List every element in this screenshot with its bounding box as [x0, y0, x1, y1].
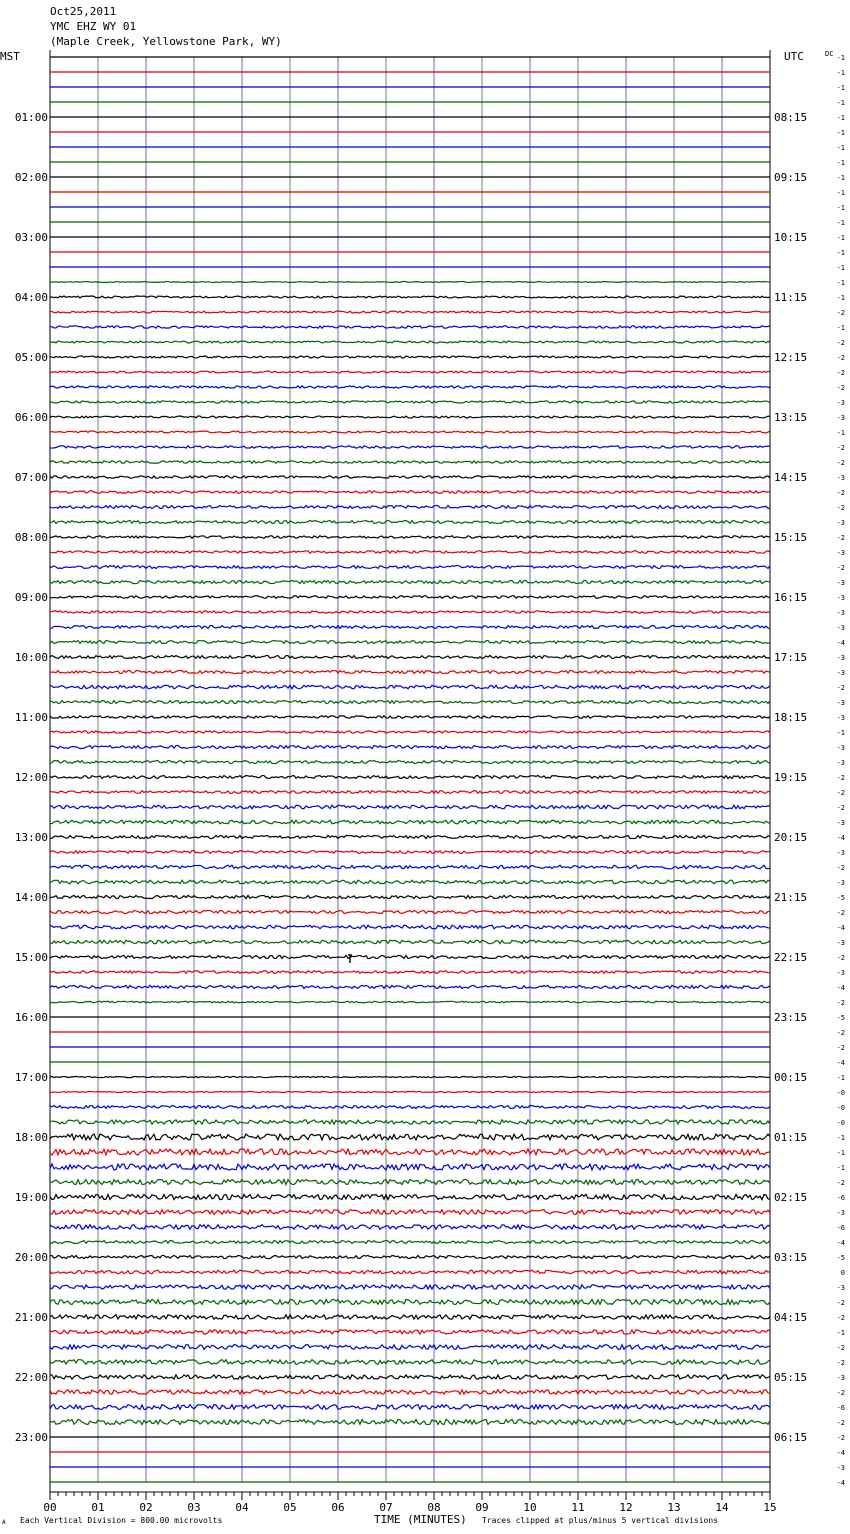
dc-offset-value: -3 — [836, 579, 845, 587]
seismic-trace — [50, 1299, 770, 1304]
corner-mark: A — [2, 1519, 6, 1526]
mst-time-labels — [15, 111, 48, 1444]
seismic-trace — [50, 835, 770, 838]
seismic-trace — [50, 1120, 770, 1124]
seismic-trace — [50, 401, 770, 403]
seismic-trace — [50, 446, 770, 448]
dc-offset-value: -2 — [836, 564, 845, 572]
utc-hour-label: 12:15 — [774, 351, 808, 364]
dc-offset-value: -3 — [836, 744, 845, 752]
header-date: Oct25,2011 — [50, 5, 117, 18]
dc-offset-value: -3 — [836, 1209, 845, 1217]
x-tick-label: 04 — [235, 1501, 249, 1514]
seismic-trace — [50, 596, 770, 599]
seismic-trace — [50, 341, 770, 343]
dc-offset-value: -5 — [836, 894, 845, 902]
dc-offset-value: -1 — [836, 294, 845, 302]
x-axis — [43, 1492, 776, 1514]
seismic-trace — [50, 551, 770, 554]
dc-offset-value: -4 — [836, 1059, 845, 1067]
dc-offset-value: -3 — [836, 414, 845, 422]
utc-hour-label: 17:15 — [774, 651, 808, 664]
seismic-trace — [50, 566, 770, 569]
x-tick-label: 14 — [715, 1501, 729, 1514]
x-tick-label: 07 — [379, 1501, 393, 1514]
dc-offset-value: -2 — [836, 444, 845, 452]
clip-note: Traces clipped at plus/minus 5 vertical divisions — [482, 1516, 719, 1525]
dc-offset-value: -2 — [836, 1359, 845, 1367]
dc-offset-value: -2 — [836, 459, 845, 467]
mst-hour-label: 02:00 — [14, 171, 48, 184]
utc-hour-label: 00:15 — [774, 1071, 808, 1084]
utc-hour-label: 03:15 — [774, 1251, 808, 1264]
mst-hour-label: 15:00 — [14, 951, 48, 964]
dc-offset-value: -3 — [836, 474, 845, 482]
seismic-trace — [50, 506, 770, 509]
utc-hour-label: 21:15 — [774, 891, 808, 904]
dc-offset-value: -0 — [836, 1119, 845, 1127]
seismic-trace — [50, 326, 770, 328]
dc-offset-value: -1 — [836, 249, 845, 257]
seismic-trace — [50, 476, 770, 478]
seismic-trace — [50, 1285, 770, 1289]
seismic-trace — [50, 940, 770, 944]
mst-hour-label: 03:00 — [14, 231, 48, 244]
seismic-trace — [50, 895, 770, 898]
seismic-trace — [50, 461, 770, 464]
dc-offset-value: -2 — [836, 339, 845, 347]
dc-offset-value: -2 — [836, 864, 845, 872]
dc-offset-value: -2 — [836, 1179, 845, 1187]
seismic-trace — [50, 925, 770, 929]
seismic-trace — [50, 1210, 770, 1215]
dc-offset-value: -3 — [836, 399, 845, 407]
seismic-trace — [50, 656, 770, 659]
x-tick-label: 06 — [331, 1501, 345, 1514]
mst-hour-label: 18:00 — [14, 1131, 48, 1144]
seismic-trace — [50, 1179, 770, 1184]
seismic-trace — [50, 1194, 770, 1199]
dc-offset-value: -3 — [836, 879, 845, 887]
dc-offset-value: -1 — [836, 204, 845, 212]
dc-offset-value: -6 — [836, 1224, 845, 1232]
seismic-trace — [50, 521, 770, 524]
seismic-trace — [50, 1270, 770, 1274]
mst-hour-label: 16:00 — [14, 1011, 48, 1024]
seismic-trace — [50, 971, 770, 974]
seismic-trace — [50, 416, 770, 418]
dc-offset-value: -1 — [836, 324, 845, 332]
seismic-traces — [50, 57, 770, 1482]
dc-offset-value: -2 — [836, 954, 845, 962]
mst-hour-label: 10:00 — [14, 651, 48, 664]
seismic-trace — [50, 356, 770, 358]
seismic-trace — [50, 296, 770, 298]
seismic-trace — [50, 865, 770, 869]
seismic-trace — [50, 745, 770, 748]
seismic-trace — [50, 761, 770, 764]
dc-offset-value: -1 — [836, 219, 845, 227]
x-tick-label: 01 — [91, 1501, 105, 1514]
x-tick-label: 15 — [763, 1501, 777, 1514]
dc-offset-value: -1 — [836, 99, 845, 107]
mst-hour-label: 23:00 — [14, 1431, 48, 1444]
dc-offset-value: -3 — [836, 1464, 845, 1472]
seismic-trace — [50, 820, 770, 824]
seismic-trace — [50, 1091, 770, 1092]
mst-hour-label: 20:00 — [14, 1251, 48, 1264]
dc-offset-value: -1 — [836, 174, 845, 182]
dc-offset-value: -1 — [836, 1164, 845, 1172]
dc-offset-value: -3 — [836, 819, 845, 827]
seismic-trace — [50, 1225, 770, 1230]
mst-hour-label: 14:00 — [14, 891, 48, 904]
dc-offset-value: -3 — [836, 549, 845, 557]
vertical-gridlines — [50, 50, 770, 1492]
dc-offset-value: -2 — [836, 909, 845, 917]
mst-hour-label: 06:00 — [14, 411, 48, 424]
x-tick-label: 13 — [667, 1501, 681, 1514]
mst-hour-label: 08:00 — [14, 531, 48, 544]
seismic-trace — [50, 626, 770, 629]
dc-offset-values — [837, 54, 845, 1487]
utc-hour-label: 16:15 — [774, 591, 808, 604]
seismic-trace — [50, 311, 770, 313]
utc-hour-label: 11:15 — [774, 291, 808, 304]
dc-offset-value: -1 — [836, 69, 845, 77]
seismic-trace — [50, 1134, 770, 1140]
dc-offset-value: -3 — [836, 654, 845, 662]
utc-hour-label: 22:15 — [774, 951, 808, 964]
mst-hour-label: 04:00 — [14, 291, 48, 304]
dc-offset-value: -1 — [836, 159, 845, 167]
x-tick-label: 05 — [283, 1501, 297, 1514]
mst-axis-label: MST — [0, 50, 20, 63]
dc-offset-value: -3 — [836, 714, 845, 722]
utc-hour-label: 15:15 — [774, 531, 808, 544]
dc-offset-value: -1 — [836, 84, 845, 92]
dc-offset-value: -3 — [836, 594, 845, 602]
header-location: (Maple Creek, Yellowstone Park, WY) — [50, 35, 282, 48]
seismic-trace — [50, 1001, 770, 1003]
mst-hour-label: 05:00 — [14, 351, 48, 364]
dc-offset-value: -2 — [836, 1044, 845, 1052]
dc-offset-value: -1 — [836, 429, 845, 437]
x-tick-label: 12 — [619, 1501, 633, 1514]
dc-offset-value: -2 — [836, 534, 845, 542]
dc-offset-value: -2 — [836, 369, 845, 377]
dc-offset-value: -4 — [836, 1239, 845, 1247]
x-tick-label: 09 — [475, 1501, 489, 1514]
mst-hour-label: 07:00 — [14, 471, 48, 484]
utc-hour-label: 19:15 — [774, 771, 808, 784]
dc-offset-value: -3 — [836, 699, 845, 707]
mst-hour-label: 01:00 — [14, 111, 48, 124]
seismic-trace — [50, 641, 770, 644]
seismic-trace — [50, 1255, 770, 1258]
dc-offset-value: -2 — [836, 804, 845, 812]
dc-offset-value: -1 — [836, 129, 845, 137]
dc-offset-value: -6 — [836, 1404, 845, 1412]
seismic-trace — [50, 1419, 770, 1424]
seismic-trace — [50, 386, 770, 388]
utc-hour-label: 23:15 — [774, 1011, 808, 1024]
dc-offset-value: -3 — [836, 849, 845, 857]
dc-offset-value: -4 — [836, 1449, 845, 1457]
seismic-trace — [50, 1360, 770, 1365]
dc-offset-value: -1 — [836, 114, 845, 122]
utc-time-labels — [774, 111, 807, 1444]
dc-offset-value: -1 — [836, 279, 845, 287]
dc-offset-value: -1 — [836, 54, 845, 62]
dc-offset-value: -3 — [836, 1374, 845, 1382]
dc-offset-value: -3 — [836, 624, 845, 632]
dc-offset-value: -0 — [836, 1089, 845, 1097]
utc-hour-label: 04:15 — [774, 1311, 808, 1324]
x-tick-label: 08 — [427, 1501, 441, 1514]
dc-offset-value: -1 — [836, 1074, 845, 1082]
mst-hour-label: 22:00 — [14, 1371, 48, 1384]
mst-hour-label: 21:00 — [14, 1311, 48, 1324]
seismic-trace — [50, 580, 770, 583]
seismic-trace — [50, 671, 770, 674]
dc-offset-value: -2 — [836, 999, 845, 1007]
seismic-trace — [50, 1315, 770, 1319]
seismic-trace — [50, 371, 770, 373]
x-tick-label: 03 — [187, 1501, 201, 1514]
mst-hour-label: 17:00 — [14, 1071, 48, 1084]
seismic-trace — [50, 611, 770, 613]
dc-offset-value: -2 — [836, 774, 845, 782]
mst-hour-label: 09:00 — [14, 591, 48, 604]
dc-offset-value: -1 — [836, 1149, 845, 1157]
seismic-trace — [50, 880, 770, 884]
utc-hour-label: 18:15 — [774, 711, 808, 724]
dc-offset-value: -3 — [836, 759, 845, 767]
dc-offset-value: -2 — [836, 1314, 845, 1322]
seismic-trace — [50, 685, 770, 689]
dc-offset-value: -3 — [836, 519, 845, 527]
dc-offset-value: -4 — [836, 834, 845, 842]
dc-offset-value: -3 — [836, 669, 845, 677]
dc-offset-value: -2 — [836, 1434, 845, 1442]
dc-offset-value: -3 — [836, 939, 845, 947]
mst-hour-label: 13:00 — [14, 831, 48, 844]
dc-offset-value: -2 — [836, 489, 845, 497]
dc-label: DC — [825, 50, 834, 58]
seismic-trace — [50, 776, 770, 779]
dc-offset-value: -5 — [836, 1014, 845, 1022]
dc-offset-value: -2 — [836, 1299, 845, 1307]
dc-offset-value: -1 — [836, 189, 845, 197]
x-tick-label: 00 — [43, 1501, 57, 1514]
seismic-trace — [50, 1076, 770, 1077]
utc-hour-label: 01:15 — [774, 1131, 808, 1144]
dc-offset-value: -2 — [836, 504, 845, 512]
dc-offset-value: -4 — [836, 924, 845, 932]
utc-hour-label: 13:15 — [774, 411, 808, 424]
seismic-trace — [50, 1106, 770, 1109]
seismic-trace — [50, 955, 770, 958]
dc-offset-value: -2 — [836, 1029, 845, 1037]
dc-offset-value: -2 — [836, 309, 845, 317]
seismic-trace — [50, 1241, 770, 1244]
seismic-trace — [50, 282, 770, 283]
dc-offset-value: -3 — [836, 1284, 845, 1292]
dc-offset-value: -4 — [836, 984, 845, 992]
dc-offset-value: -2 — [836, 384, 845, 392]
x-tick-label: 10 — [523, 1501, 537, 1514]
utc-hour-label: 08:15 — [774, 111, 808, 124]
seismic-trace — [50, 1149, 770, 1155]
dc-offset-value: -1 — [836, 729, 845, 737]
dc-offset-value: -2 — [836, 1419, 845, 1427]
dc-offset-value: -1 — [836, 264, 845, 272]
x-axis-title: TIME (MINUTES) — [374, 1513, 467, 1526]
dc-offset-value: -1 — [836, 234, 845, 242]
seismic-trace — [50, 716, 770, 719]
seismic-trace — [50, 1345, 770, 1350]
seismic-trace — [50, 701, 770, 704]
utc-hour-label: 10:15 — [774, 231, 808, 244]
seismic-trace — [50, 731, 770, 733]
utc-hour-label: 05:15 — [774, 1371, 808, 1384]
seismic-trace — [50, 1375, 770, 1379]
seismic-trace — [50, 491, 770, 494]
dc-offset-value: -2 — [836, 354, 845, 362]
dc-offset-value: -1 — [836, 1134, 845, 1142]
header-station: YMC EHZ WY 01 — [50, 20, 137, 33]
dc-offset-value: 0 — [840, 1269, 845, 1277]
seismic-trace — [50, 1330, 770, 1334]
dc-offset-value: -3 — [836, 609, 845, 617]
seismic-trace — [50, 1164, 770, 1170]
seismic-trace — [50, 536, 770, 539]
scale-note: Each Vertical Division = 800.00 microvolts — [20, 1516, 223, 1525]
dc-offset-value: -0 — [836, 1104, 845, 1112]
seismic-trace — [50, 911, 770, 914]
x-tick-label: 11 — [571, 1501, 585, 1514]
dc-offset-value: -2 — [836, 1389, 845, 1397]
mst-hour-label: 19:00 — [14, 1191, 48, 1204]
dc-offset-value: -4 — [836, 1479, 845, 1487]
utc-hour-label: 09:15 — [774, 171, 808, 184]
mst-hour-label: 12:00 — [14, 771, 48, 784]
dc-offset-value: -4 — [836, 639, 845, 647]
seismic-trace — [50, 851, 770, 854]
utc-hour-label: 02:15 — [774, 1191, 808, 1204]
utc-hour-label: 06:15 — [774, 1431, 808, 1444]
dc-offset-value: -1 — [836, 1329, 845, 1337]
dc-offset-value: -2 — [836, 684, 845, 692]
seismic-trace — [50, 805, 770, 809]
dc-offset-value: -5 — [836, 1254, 845, 1262]
dc-offset-value: -3 — [836, 969, 845, 977]
x-tick-label: 02 — [139, 1501, 153, 1514]
dc-offset-value: -2 — [836, 1344, 845, 1352]
seismic-trace — [50, 791, 770, 794]
seismic-trace — [50, 1405, 770, 1410]
mst-hour-label: 11:00 — [14, 711, 48, 724]
utc-hour-label: 14:15 — [774, 471, 808, 484]
utc-axis-label: UTC — [784, 50, 804, 63]
seismic-trace — [50, 1390, 770, 1394]
dc-offset-value: -6 — [836, 1194, 845, 1202]
seismic-trace — [50, 985, 770, 988]
seismic-trace — [50, 431, 770, 433]
dc-offset-value: -1 — [836, 144, 845, 152]
dc-offset-value: -2 — [836, 789, 845, 797]
utc-hour-label: 20:15 — [774, 831, 808, 844]
